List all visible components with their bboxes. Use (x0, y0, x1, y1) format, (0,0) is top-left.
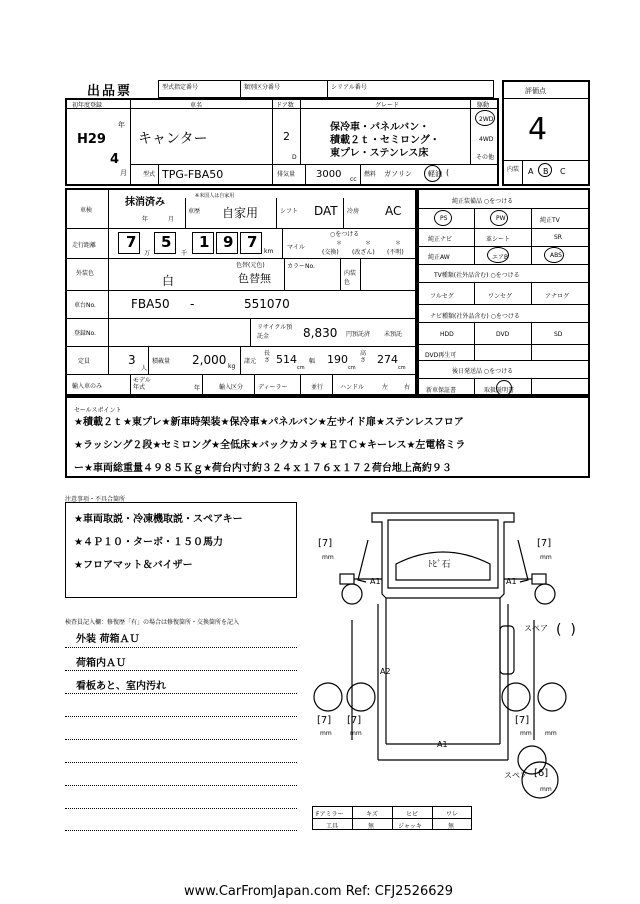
tamper-label: (改ざん) (352, 249, 375, 256)
spare2-value: [6] (534, 768, 549, 779)
navi-sd: SD (554, 331, 563, 338)
car-name: キャンター (138, 131, 208, 147)
mile-flag-1: ＊ (336, 240, 343, 247)
use-label: 車歴 (188, 208, 201, 215)
load-label: 積載量 (152, 358, 171, 365)
ext-color-value: 白 (162, 274, 175, 288)
fuel-label: 燃料 (364, 171, 377, 178)
tread-rear-right: [7] (515, 715, 530, 726)
door-label: ドア数 (276, 102, 294, 109)
color-no-label: カラーNo. (287, 263, 315, 270)
equip-navi: 純正ナビ (428, 236, 453, 243)
shift-value: DAT (314, 204, 338, 218)
damage-mark-4: A1 (437, 740, 448, 749)
tread-front-left: [7] (318, 538, 333, 549)
load-value: 2,000 (192, 353, 227, 367)
mileage-digit-5: 7 (247, 233, 258, 251)
mile-label: マイル (287, 244, 305, 251)
equip-ps-circle (434, 210, 452, 226)
acc-tools-value: 無 (368, 823, 375, 830)
ac-value: AC (385, 204, 402, 218)
mile-flag-2: ＊ (365, 240, 372, 247)
chassis-prefix: FBA50 (131, 297, 170, 311)
length-label: 長さ (264, 350, 271, 364)
mileage-man-unit: 万 (144, 250, 151, 257)
tread-rear-inner: [7] (347, 715, 362, 726)
first-reg-label: 初年度登録 (72, 102, 103, 109)
shift-label: シフト (280, 208, 299, 215)
drive-label: 駆動 (477, 102, 490, 109)
load-unit: kg (228, 363, 236, 370)
type-cert-label: 型式指定番号 (162, 84, 199, 91)
serial-label: シリアル番号 (331, 84, 367, 91)
interior-label: 内装 (507, 166, 520, 173)
grade-line-2: 積載２ｔ・セミロング・ (330, 135, 440, 146)
handle-left: 左 (382, 384, 389, 391)
shaken-value: 抹消済み (125, 197, 165, 208)
equip-ps: PS (440, 215, 448, 222)
mileage-digit-4: 9 (223, 233, 234, 251)
width-value: 190 (327, 353, 348, 366)
navi-dvd: DVD (496, 331, 510, 338)
door-unit: D (292, 154, 297, 161)
grade-line-3: 東プレ・ステンレス床 (330, 148, 429, 159)
color-sub-label: 色替(元色) (236, 262, 265, 269)
unknown-label: (不明) (387, 249, 404, 256)
rear-tread-unit: mm (545, 730, 557, 737)
displacement-label: 排気量 (277, 171, 296, 178)
notes-line-2: ★４Ｐ１０・ターボ・１５０馬力 (74, 537, 223, 548)
damage-mark-2: A1 (506, 577, 517, 586)
cc-unit: cc (350, 176, 357, 183)
recycle-label: リサイクル預託金 (257, 324, 293, 340)
sales-points-label: セールスポイント (74, 407, 122, 414)
model-year-label: モデル年式 (133, 377, 151, 391)
import-label: 輸入車のみ (72, 383, 103, 390)
mileage-digit-3: 1 (199, 233, 210, 251)
interior-grade-c: C (560, 167, 566, 176)
equip-airbag: エアB (492, 254, 509, 261)
damage-mark-3: A2 (380, 667, 391, 676)
mile-flag-3: ＊ (395, 240, 402, 247)
chassis-dash: - (190, 297, 195, 311)
use-value: 自家用 (222, 206, 259, 220)
chassis-number: 551070 (244, 297, 290, 311)
ext-color-label: 外装色 (76, 270, 95, 277)
inspector-label: 検査員記入欄：修復歴「有」の場合は修復箇所・交換箇所を記入 (65, 619, 240, 626)
sales-point-line-1: ★積載２ｔ★東プレ★新車時架装★保冷車★パネルバン★左サイド扉★ステンレスフロア (74, 417, 464, 428)
sales-point-line-3: ー★車両総重量４９８５Ｋｇ★荷台内寸約３２４ｘ１７６ｘ１７２荷台地上高約９３ (74, 463, 452, 474)
drive-4wd: 4WD (479, 136, 494, 143)
height-unit: cm (398, 365, 406, 371)
drive-other: その他 (476, 154, 495, 161)
recycle-not-deposited: 未預託 (384, 331, 403, 338)
drive-2wd: 2WD (479, 116, 494, 123)
recycle-deposited: 円預託済 (346, 331, 371, 338)
tv-analog: アナログ (545, 293, 570, 300)
acc-jack-label: ジャッキ (398, 823, 422, 830)
navi-hdd: HDD (440, 331, 454, 338)
recycle-value: 8,830 (303, 326, 338, 340)
inspector-line-2: 荷箱内ＡＵ (76, 658, 126, 669)
import-type-label: 輸入区分 (219, 384, 244, 391)
acc-header-scratch: キズ (366, 811, 378, 818)
handle-right: 右 (404, 384, 411, 391)
height-label: 高さ (360, 350, 367, 364)
tv-fullseg: フルセグ (430, 293, 454, 300)
shaken-month: 月 (168, 216, 175, 223)
acc-header-break: ワレ (446, 811, 459, 818)
make-label: 車名 (190, 102, 203, 109)
ac-label: 冷房 (347, 208, 360, 215)
notes-line-1: ★車両取説・冷凍機取説・スペアキー (74, 514, 243, 525)
fuel-paren: ( (446, 168, 450, 177)
mileage-label: 走行距離 (72, 242, 97, 249)
sheet-title: 出品票 (87, 84, 133, 99)
equip-sr: SR (554, 234, 562, 241)
tv-oneseg: ワンセグ (488, 293, 513, 300)
tread-rear-inner-unit: mm (350, 730, 362, 737)
capacity-label: 定員 (78, 358, 91, 365)
parallel-label: 並行 (311, 384, 324, 391)
navi-title: ナビ種類(社外品含む) ○をつける (430, 313, 520, 320)
recall-manual-circle (496, 380, 512, 396)
mileage-digit-1: 7 (126, 233, 137, 251)
reg-no-label: 登録No. (74, 330, 96, 337)
tread-rear-left: [7] (317, 715, 332, 726)
damage-mark-1: A1 (370, 577, 381, 586)
door-count: 2 (283, 130, 290, 143)
footer-reference: www.CarFromJapan.com Ref: CFJ2526629 (184, 884, 454, 899)
mileage-sen-unit: 千 (181, 250, 188, 257)
recall-warranty: 新車保証書 (426, 387, 457, 394)
grade-label: グレード (375, 102, 400, 109)
grade-point-label: 評価点 (525, 87, 546, 95)
recall-title: 後日発送品 ○をつける (452, 368, 514, 375)
inspector-line-1: 外装 荷箱ＡＵ (76, 634, 140, 645)
km-unit: km (264, 248, 274, 255)
equip-leather: 革シート (486, 236, 511, 243)
length-value: 514 (276, 353, 297, 366)
equip-pw: PW (496, 215, 506, 222)
interior-grade-b: B (543, 167, 549, 176)
handle-label: ハンドル (340, 384, 365, 391)
fuel-diesel: 軽油 (428, 170, 442, 178)
acc-header-crack: ヒビ (406, 811, 419, 818)
tread-front-right-unit: mm (540, 554, 552, 561)
first-reg-era: H29 (77, 132, 106, 147)
tread-rear-right-unit: mm (520, 730, 532, 737)
dealer-label: ディーラー (258, 384, 288, 391)
tread-front-right: [7] (537, 538, 552, 549)
model-label: 型式 (143, 171, 156, 178)
fuel-diesel-circle (424, 165, 441, 182)
shaken-year: 年 (142, 216, 149, 223)
equip-abs-circle (544, 247, 564, 263)
dvd-playback: DVD再生可 (425, 352, 457, 359)
notes-label: 注意事項・不具合箇所 (65, 496, 126, 503)
drive-2wd-circle (475, 110, 495, 126)
notes-line-3: ★フロアマット＆バイザー (74, 560, 193, 571)
equip-abs: ABS (550, 252, 562, 259)
equip-aw: 純正AW (428, 254, 450, 261)
width-unit: cm (348, 365, 356, 371)
int-color-label: 内装色 (344, 270, 357, 286)
spare-bracket: ( ) (556, 622, 576, 638)
equip-tv: 純正TV (540, 217, 560, 224)
fuel-gasoline: ガソリン (384, 170, 412, 178)
swap-label: (交換) (322, 249, 339, 256)
class-label: 類別区分番号 (244, 84, 281, 91)
length-unit: cm (297, 365, 305, 371)
tv-title: TV種類(社外品含む) ○をつける (434, 272, 520, 279)
month-unit: 月 (120, 169, 127, 177)
first-reg-month: 4 (110, 152, 120, 167)
tread-front-left-unit: mm (322, 554, 334, 561)
inspector-line-3: 看板あと、室内汚れ (76, 681, 166, 692)
color-change-value: 色替無 (238, 272, 271, 285)
chassis-label: 車台No. (74, 302, 96, 309)
tread-rear-left-unit: mm (320, 730, 332, 737)
equip-pw-circle (490, 210, 508, 226)
width-label: 幅 (309, 358, 316, 365)
spare-label: スペア (524, 624, 548, 633)
model-code: TPG-FBA50 (162, 168, 224, 181)
height-value: 274 (377, 353, 398, 366)
grade-point-value: 4 (528, 112, 548, 147)
mileage-digit-2: 5 (161, 233, 172, 251)
us-note: ※米国人は自家用 (195, 193, 235, 199)
model-year-unit: 年 (194, 385, 201, 392)
recall-manual: 取扱説明書 (484, 387, 515, 394)
grade-line-1: 保冷車・パネルバン・ (330, 122, 430, 133)
dimensions-label: 諸元 (244, 358, 257, 365)
header-code-row (158, 80, 494, 98)
meter-note: ○をつける (330, 231, 360, 238)
capacity-unit: 人 (141, 365, 148, 372)
interior-grade-b-circle (538, 163, 552, 177)
spare2-unit: mm (540, 786, 552, 793)
shaken-label: 車検 (80, 207, 93, 214)
acc-header-mirror: Fアミラー (316, 811, 344, 818)
capacity-value: 3 (128, 353, 136, 367)
year-unit: 年 (118, 121, 125, 129)
spare2-label: スペア (504, 771, 528, 780)
sales-point-line-2: ★ラッシング２段★セミロング★全低床★バックカメラ★ＥＴＣ★キーレス★左電格ミラ (74, 440, 466, 451)
interior-grade-a: A (528, 167, 534, 176)
acc-jack-value: 無 (448, 823, 455, 830)
equipment-title: 純正装備品 ○をつける (452, 198, 514, 205)
acc-tools-label: 工具 (326, 823, 339, 830)
displacement-value: 3000 (316, 169, 342, 180)
equip-airbag-circle (487, 247, 509, 263)
stone-chip-mark: ﾄﾋﾞ石 (428, 560, 451, 570)
